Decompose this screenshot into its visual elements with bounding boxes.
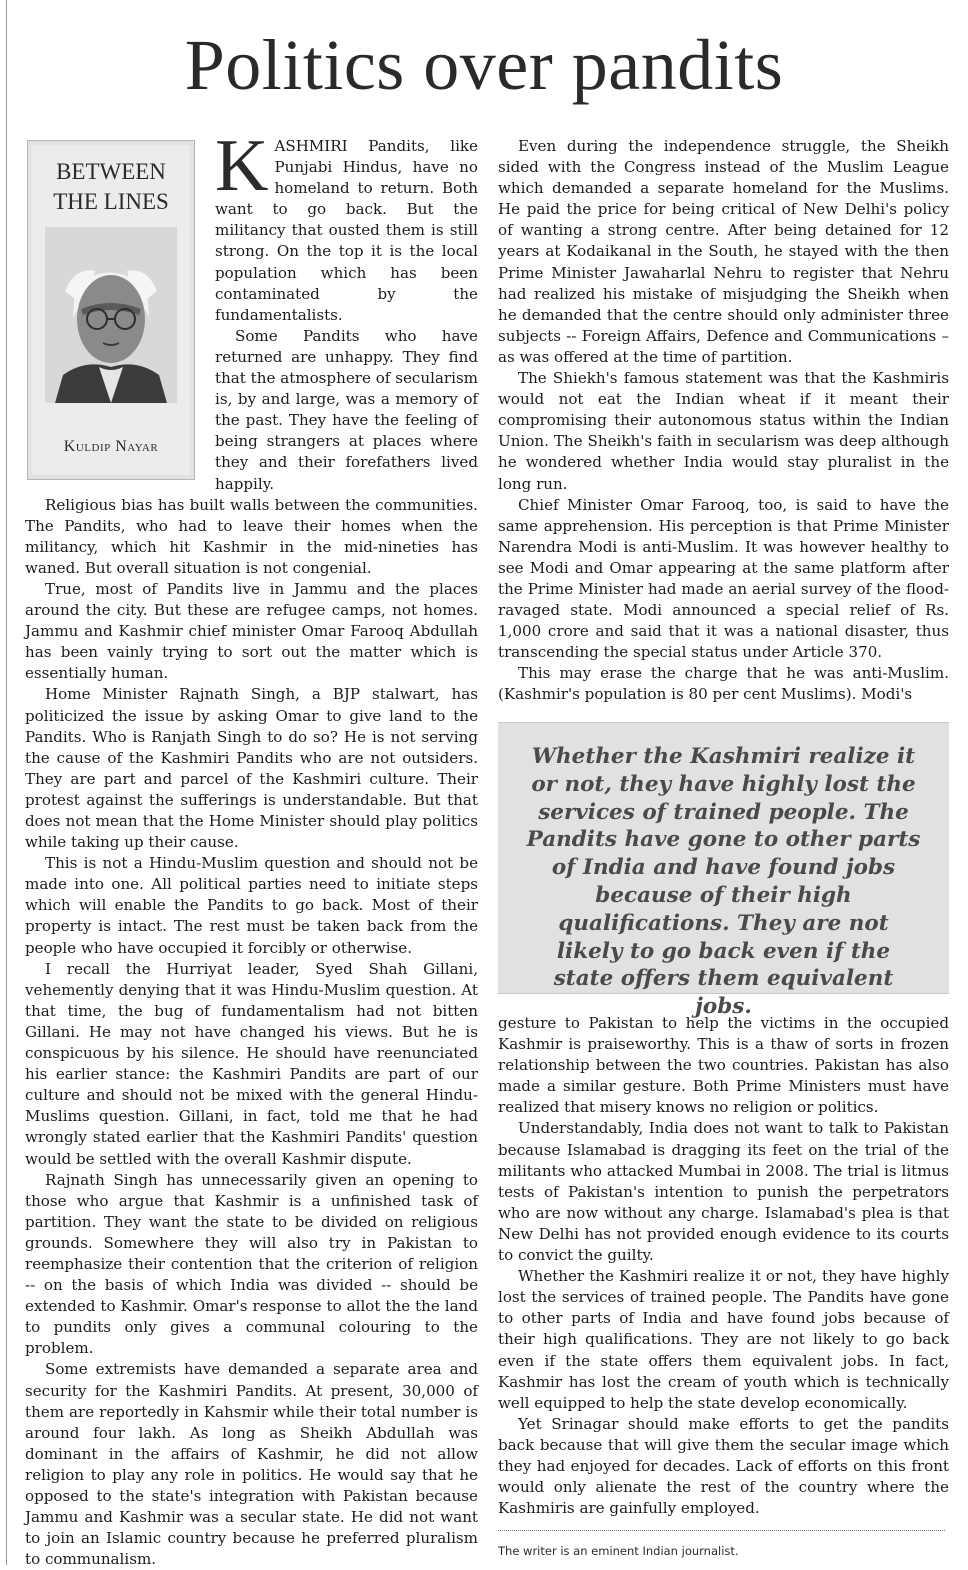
author-portrait: [45, 227, 177, 403]
right-column-top: [498, 136, 949, 706]
paragraph: Yet Srinagar should make efforts to get the pandits back because that will give them the secular image which they had enjoyed for decades. Lack of efforts on this front would only alienate the rest of the country where the Kashmiris are gainfully employed.: [498, 1414, 949, 1518]
paragraph: Rajnath Singh has unnecessarily given an opening to those who argue that Kashmir is a unfinished task of partition. They want the state to be divided on religious grounds. Somewhere they will also try in Pakistan to reemphasize their contention that the criterion of religion -- on the basis of which India was divided -- should be extended to Kashmir. Omar's response to allot the the land to pundits only gives a communal colouring to the problem.: [25, 1170, 478, 1358]
left-column: [25, 125, 478, 1570]
right-column-bottom: [498, 1013, 949, 1519]
drop-cap: K: [215, 125, 269, 207]
headline: Politics over pandits: [184, 25, 784, 105]
paragraph: This may erase the charge that he was anti-Muslim. (Kashmir's population is 80 per cent Muslims). Modi's: [498, 664, 949, 704]
paragraph: I recall the Hurriyat leader, Syed Shah Gillani, vehemently denying that it was Hindu-Muslim question. At that time, the bug of fundamentalism had not bitten Gillani. He may not have changed his views. But he is conspicuous by his silence. He should have reenunciated his earlier stance: the Kashmiri Pandits are part of our culture and should not be mixed with the general Hindu-Muslims question. Gillani, in fact, told me that he had wrongly stated earlier that the Kashmiri Pandits' question would be settled with the overall Kashmir dispute.: [25, 959, 478, 1168]
byline-inner: [32, 145, 190, 475]
paragraph: Home Minister Rajnath Singh, a BJP stalwart, has politicized the issue by asking Omar to give land to the Pandits. Who is Ranjath Singh to do so? He is not serving the cause of the Kashmiri Pandits who are not outsiders. They are part and parcel of the Kashmiri culture. Their protest against the sufferings is understandable. But that does not mean that the Home Minister should play politics while taking up their cause.: [25, 685, 478, 852]
paragraph: Some Pandits who have returned are unhappy. They find that the atmosphere of secularism is, by and large, was a memory of the past. They have the feeling of being strangers at places where they and their forefathers lived happily.: [215, 326, 478, 493]
author-footnote: The writer is an eminent Indian journalist.: [498, 1544, 739, 1558]
paragraph: Whether the Kashmiri realize it or not, they have highly lost the services of trained people. The Pandits have gone to other parts of India and have found jobs because of their high qualifications. They are not likely to go back even if the state offers them equivalent jobs. In fact, Kashmir has lost the cream of youth which is technically well equipped to help the state develop economically.: [498, 1267, 949, 1412]
column-name-line-1: BETWEEN: [56, 159, 166, 184]
footnote-divider: [498, 1530, 945, 1531]
paragraph: Understandably, India does not want to talk to Pakistan because Islamabad is dragging its feet on the trial of the militants who attacked Mumbai in 2008. The trial is litmus tests of Pakistan's intention to punish the perpetrators who are now without any charge. Islamabad's plea is that New Delhi has not provided enough evidence to its courts to convict the guilty.: [498, 1119, 949, 1265]
byline-box: [27, 140, 195, 480]
paragraph: This is not a Hindu-Muslim question and should not be made into one. All political parties need to initiate steps which will enable the Pandits to go back. Most of their property is intact. The rest must be taken back from the people who have occupied it forcibly or otherwise.: [25, 854, 478, 957]
author-name: Kuldip Nayar: [63, 437, 159, 455]
paragraph: Even during the independence struggle, the Sheikh sided with the Congress instead of the Muslim League which demanded a separate homeland for the Muslims. He paid the price for being critical of New Delhi's policy of wanting a strong centre. After being detained for 12 years at Kodaikanal in the South, he stayed with the then Prime Minister Jawaharlal Nehru to register that Nehru had realized his mistake of misjudging the Sheikh when he demanded that the centre should only administer three subjects -- Foreign Affairs, Defence and Communications – as was offered at the time of partition.: [498, 137, 949, 366]
paragraph: Chief Minister Omar Farooq, too, is said to have the same apprehension. His perception is that Prime Minister Narendra Modi is anti-Muslim. It was however healthy to see Modi and Omar appearing at the same platform after the Prime Minister had made an aerial survey of the flood-ravaged state. Modi announced a special relief of Rs. 1,000 crore and said that it was a national disaster, thus transcending the special status under Article 370.: [498, 495, 949, 662]
column-name-line-2: THE LINES: [53, 189, 169, 214]
paragraph: True, most of Pandits live in Jammu and the places around the city. But these are refugee camps, not homes. Jammu and Kashmir chief minister Omar Farooq Abdullah has been vainly trying to sort out the matter which is essentially human.: [25, 579, 478, 683]
paragraph: Some extremists have demanded a separate area and security for the Kashmiri Pandits. At present, 30,000 of them are reportedly in Kahsmir while their total number is around four lakh. As long as Sheikh Abdullah was dominant in the affairs of Kashmir, he did not allow religion to play any role in politics. He would say that he opposed to the state's integration with Pakistan because Jammu and Kashmir was a secular state. He did not want to join an Islamic country because he preferred pluralism to communalism.: [25, 1360, 478, 1569]
paragraph: gesture to Pakistan to help the victims in the occupied Kashmir is praiseworthy. This is a thaw of sorts in frozen relationship between the two countries. Pakistan has also made a similar gesture. Both Prime Ministers must have realized that misery knows no religion or politics.: [498, 1014, 949, 1117]
paragraph: ASHMIRI Pandits, like Punjabi Hindus, have no homeland to return. Both want to go back. But the militancy that ousted them is still strong. On the top it is the local population which has been contaminated by the fundamentalists.: [215, 137, 478, 324]
paragraph: Religious bias has built walls between the communities. The Pandits, who had to leave their homes when the militancy, which hit Kashmir in the mid-nineties has waned. But overall situation is not congenial.: [25, 495, 478, 577]
page-edge-rule: [6, 0, 7, 1565]
pull-quote: Whether the Kashmiri realize it or not, they have highly lost the services of trained people. The Pandits have gone to other parts of India and have found jobs because of their high qualifications. They are not likely to go back even if the state offers them equivalent jobs.: [498, 722, 949, 994]
paragraph: The Shiekh's famous statement was that the Kashmiris would not eat the Indian wheat if it meant their compromising their autonomous status within the Indian Union. The Sheikh's faith in secularism was deep although he wondered whether India would stay pluralist in the long run.: [498, 369, 949, 493]
